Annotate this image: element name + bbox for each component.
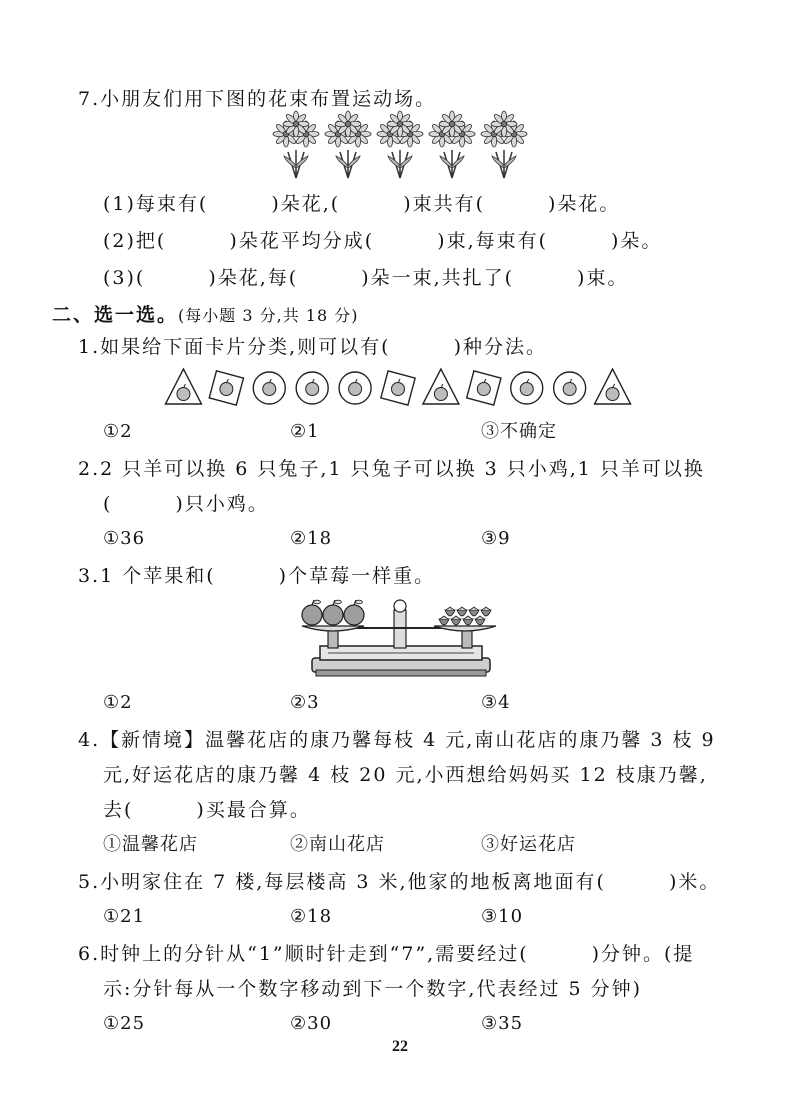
card-diamond: [381, 371, 415, 405]
card-triangle: [595, 369, 631, 404]
question-3-option-1: ①2: [103, 692, 133, 713]
question-6-option-1: ①25: [103, 1013, 146, 1034]
question-4-text-line-2: 元,好运花店的康乃馨 4 枝 20 元,小西想给妈妈买 12 枝康乃馨,: [103, 764, 708, 786]
apple: [344, 600, 364, 625]
question-2-option-3: ③9: [481, 528, 511, 549]
strawberry: [475, 616, 485, 625]
q7-line-3: (3)( )朵花,每( )朵一束,共扎了( )束。: [103, 267, 629, 289]
flower-bouquet: [429, 111, 475, 178]
flower-bouquet: [481, 111, 527, 178]
question-4-option-1: ①温馨花店: [103, 834, 198, 855]
strawberry: [451, 616, 461, 625]
question-2-option-2: ②18: [290, 528, 333, 549]
question-3-text: 3.1 个苹果和( )个草莓一样重。: [78, 565, 436, 587]
card-diamond: [209, 371, 243, 405]
cards-figure: [162, 366, 634, 410]
question-1-option-3: ③不确定: [481, 421, 557, 442]
balance-scale-figure: [298, 596, 504, 678]
card-diamond: [467, 371, 501, 405]
card-circle: [253, 372, 285, 404]
flower-bouquet: [273, 111, 319, 178]
flower-bouquets-figure: [270, 116, 532, 182]
question-6-option-2: ②30: [290, 1013, 333, 1034]
strawberry: [457, 607, 467, 616]
page-number: 22: [392, 1038, 408, 1055]
strawberry: [439, 616, 449, 625]
card-circle: [554, 372, 586, 404]
question-5-option-1: ①21: [103, 906, 146, 927]
question-4-option-3: ③好运花店: [481, 834, 576, 855]
card-circle: [511, 372, 543, 404]
q7-line-1: (1)每束有( )朵花,( )束共有( )朵花。: [103, 193, 621, 215]
question-5-option-2: ②18: [290, 906, 333, 927]
apple: [302, 600, 322, 625]
card-triangle: [423, 369, 459, 404]
apple: [323, 600, 343, 625]
flower-bouquet: [325, 111, 371, 178]
question-6-text-line-2: 示:分针每从一个数字移动到下一个数字,代表经过 5 分钟): [103, 978, 643, 1000]
card-circle: [296, 372, 328, 404]
section-2-heading: [52, 302, 358, 329]
strawberry: [445, 607, 455, 616]
question-5-text: 5.小明家住在 7 楼,每层楼高 3 米,他家的地板离地面有( )米。: [78, 871, 721, 893]
card-circle: [339, 372, 371, 404]
question-4-text-line-1: 4.【新情境】温馨花店的康乃馨每枝 4 元,南山花店的康乃馨 3 枝 9: [78, 729, 716, 751]
question-4-option-2: ②南山花店: [290, 834, 385, 855]
question-5-option-3: ③10: [481, 906, 524, 927]
question-2-text-line-2: ( )只小鸡。: [103, 493, 269, 515]
question-3-option-2: ②3: [290, 692, 320, 713]
strawberry: [469, 607, 479, 616]
question-3-option-3: ③4: [481, 692, 511, 713]
question-4-text-line-3: 去( )买最合算。: [103, 799, 311, 821]
card-triangle: [165, 369, 201, 404]
strawberry: [481, 607, 491, 616]
question-6-text-line-1: 6.时钟上的分针从“1”顺时针走到“7”,需要经过( )分钟。(提: [78, 943, 695, 965]
question-6-option-3: ③35: [481, 1013, 524, 1034]
question-1-option-2: ②1: [290, 421, 320, 442]
section-2-title: 二、选一选。: [52, 304, 179, 326]
question-2-option-1: ①36: [103, 528, 146, 549]
flower-bouquet: [377, 111, 423, 178]
question-2-text-line-1: 2.2 只羊可以换 6 只兔子,1 只兔子可以换 3 只小鸡,1 只羊可以换: [78, 458, 705, 480]
section-2-note: (每小题 3 分,共 18 分): [178, 306, 359, 325]
strawberry: [463, 616, 473, 625]
question-1-text: 1.如果给下面卡片分类,则可以有( )种分法。: [78, 336, 547, 358]
q7-title: 7.小朋友们用下图的花束布置运动场。: [78, 88, 437, 110]
q7-line-2: (2)把( )朵花平均分成( )束,每束有( )朵。: [103, 230, 663, 252]
question-1-option-1: ①2: [103, 421, 133, 442]
